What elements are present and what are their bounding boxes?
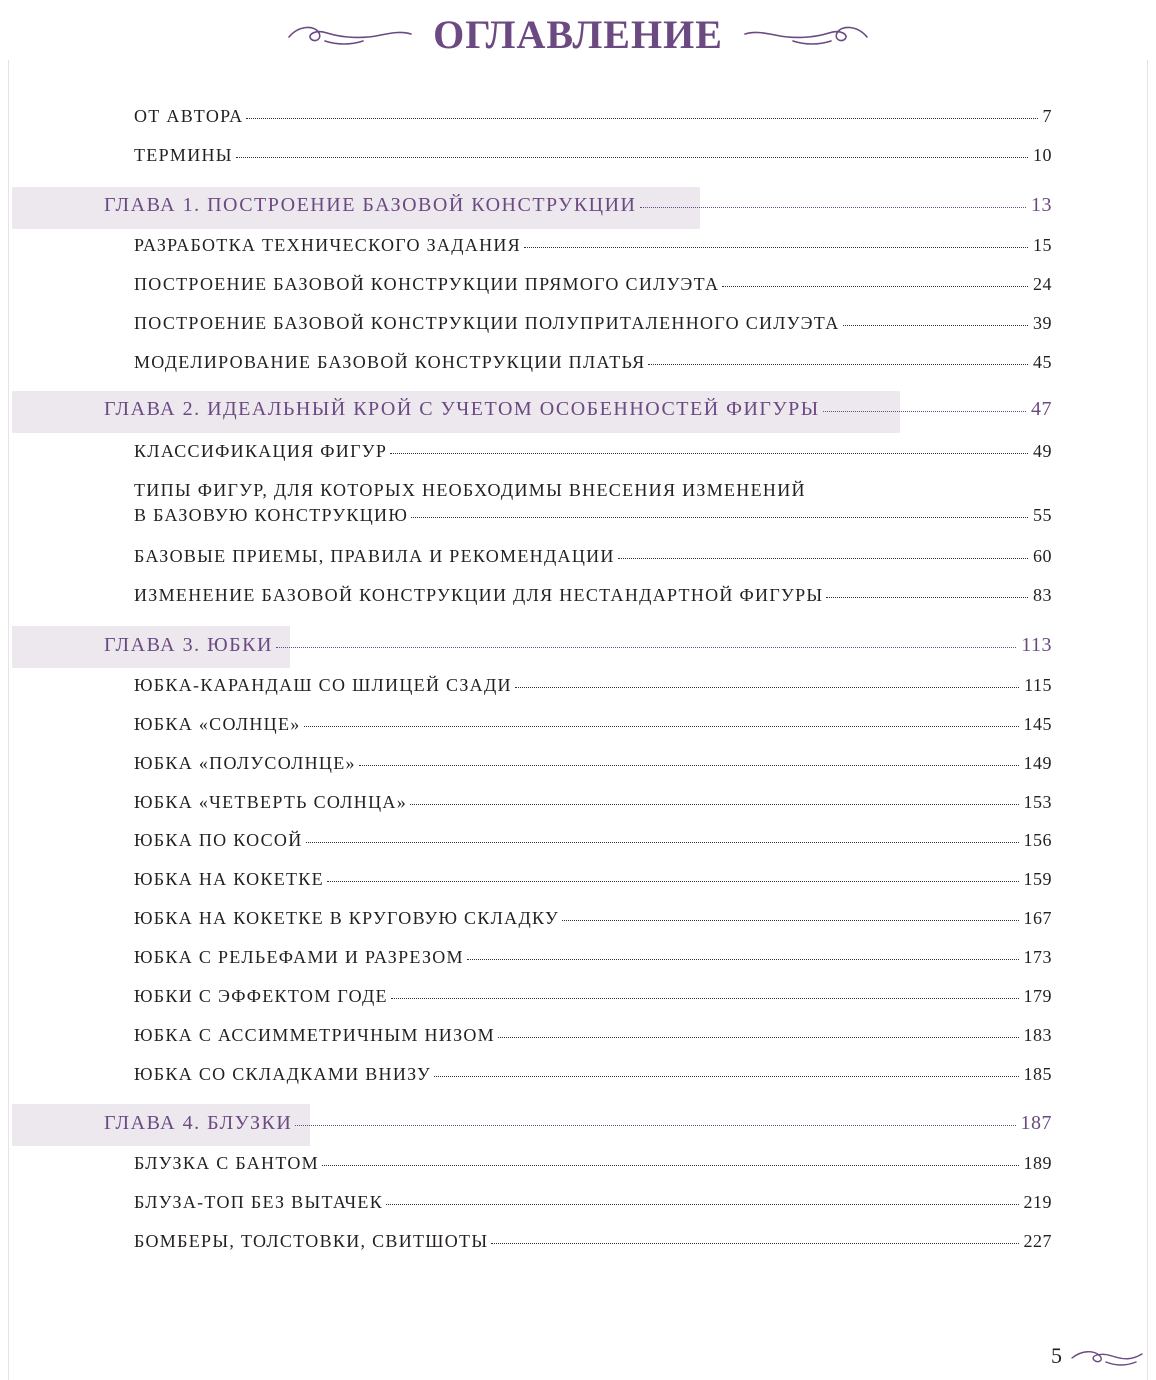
toc-chapter-title: ГЛАВА 1. ПОСТРОЕНИЕ БАЗОВОЙ КОНСТРУКЦИИ [104,194,637,216]
toc-entry[interactable] [134,1064,1052,1085]
toc-entry-title: ЮБКА «СОЛНЦЕ» [134,714,301,734]
toc-entry-page: 183 [1023,1025,1052,1045]
toc-entry[interactable] [134,753,1052,774]
page-number: 5 [1051,1343,1062,1368]
toc-entry-title: ЮБКА С РЕЛЬЕФАМИ И РАЗРЕЗОМ [134,947,464,967]
dot-leader [491,1243,1018,1244]
toc-entry[interactable] [134,986,1052,1007]
dot-leader [410,804,1018,805]
dot-leader [498,1037,1019,1038]
dot-leader [843,325,1029,326]
toc-entry[interactable] [134,869,1052,890]
dot-leader [322,1165,1019,1166]
toc-entry[interactable] [134,235,1052,256]
dot-leader [640,207,1026,208]
toc-entry-title-line2: В БАЗОВУЮ КОНСТРУКЦИЮ [134,505,409,525]
toc-entry[interactable] [134,274,1052,295]
toc-chapter-title: ГЛАВА 3. ЮБКИ [104,634,273,656]
dot-leader [391,998,1019,999]
toc-entry[interactable] [134,1025,1052,1046]
dot-leader [515,687,1019,688]
toc-entry-page: 115 [1024,675,1052,695]
toc-entry[interactable] [134,313,1052,334]
toc-chapter-title: ГЛАВА 2. ИДЕАЛЬНЫЙ КРОЙ С УЧЕТОМ ОСОБЕННОСТЕЙ ФИГУРЫ [104,398,820,420]
toc-entry[interactable] [134,947,1052,968]
page-edge-right [1147,60,1148,1380]
toc-entry[interactable] [134,1192,1052,1213]
toc-entry-page: 49 [1033,441,1052,461]
toc-entry-page: 24 [1033,274,1052,294]
toc-entry-page: 55 [1033,505,1052,525]
toc-entry[interactable] [134,792,1052,813]
toc-entry-title: ЮБКА С АССИММЕТРИЧНЫМ НИЗОМ [134,1025,495,1045]
toc-entry-page: 227 [1023,1231,1052,1251]
toc-entry[interactable] [134,830,1052,851]
toc-entry-page: 167 [1023,908,1052,928]
toc-entry-title: РАЗРАБОТКА ТЕХНИЧЕСКОГО ЗАДАНИЯ [134,235,521,255]
toc-entry[interactable] [134,441,1052,462]
dot-leader [467,959,1019,960]
toc-entry[interactable] [134,1153,1052,1174]
dot-leader [246,118,1037,119]
toc-entry[interactable] [134,675,1052,696]
toc-entry-title: ПОСТРОЕНИЕ БАЗОВОЙ КОНСТРУКЦИИ ПОЛУПРИТАЛЕННОГО СИЛУЭТА [134,313,840,333]
toc-entry-title-line1: ТИПЫ ФИГУР, ДЛЯ КОТОРЫХ НЕОБХОДИМЫ ВНЕСЕНИЯ ИЗМЕНЕНИЙ [134,480,806,500]
toc-chapter-entry[interactable] [104,1112,1052,1135]
toc-chapter-page: 187 [1020,1112,1052,1134]
toc-entry-title: ЮБКА «ПОЛУСОЛНЦЕ» [134,753,356,773]
dot-leader [722,286,1028,287]
dot-leader [236,157,1028,158]
toc-entry[interactable] [134,546,1052,567]
toc-entry-title: ПОСТРОЕНИЕ БАЗОВОЙ КОНСТРУКЦИИ ПРЯМОГО СИЛУЭТА [134,274,720,294]
toc-entry-multiline[interactable] [134,480,1052,526]
toc-chapter-entry[interactable] [104,194,1052,217]
toc-entry-title: ЮБКИ С ЭФФЕКТОМ ГОДЕ [134,986,388,1006]
toc-entry-page: 149 [1023,753,1052,773]
toc-chapter-entry[interactable] [104,634,1052,657]
toc-entry-page: 153 [1023,792,1052,812]
toc-entry[interactable] [134,145,1052,166]
toc-entry-page: 60 [1033,546,1052,566]
toc-entry-page: 7 [1042,106,1052,126]
toc-entry-page: 145 [1023,714,1052,734]
toc-entry[interactable] [134,1231,1052,1252]
page-title: ОГЛАВЛЕНИЕ [433,11,723,57]
toc-entry-page: 189 [1023,1153,1052,1173]
toc-entry-title: ЮБКА НА КОКЕТКЕ В КРУГОВУЮ СКЛАДКУ [134,908,560,928]
dot-leader [434,1076,1018,1077]
dot-leader [648,364,1028,365]
toc-entry-title: БЛУЗКА С БАНТОМ [134,1153,319,1173]
toc-entry-title: ИЗМЕНЕНИЕ БАЗОВОЙ КОНСТРУКЦИИ ДЛЯ НЕСТАНДАРТНОЙ ФИГУРЫ [134,585,824,605]
page-edge-left [8,60,9,1380]
toc-entry[interactable] [134,106,1052,127]
dot-leader [562,920,1018,921]
toc-chapter-page: 113 [1021,634,1052,656]
toc-entry-title: БЛУЗА-ТОП БЕЗ ВЫТАЧЕК [134,1192,384,1212]
toc-entry[interactable] [134,352,1052,373]
dot-leader [411,517,1028,518]
toc-entry-title: БАЗОВЫЕ ПРИЕМЫ, ПРАВИЛА И РЕКОМЕНДАЦИИ [134,546,615,566]
dot-leader [826,597,1028,598]
dot-leader [390,453,1028,454]
toc-chapter-page: 47 [1031,398,1052,420]
toc-entry-title: БОМБЕРЫ, ТОЛСТОВКИ, СВИТШОТЫ [134,1231,489,1251]
toc-entry-line2 [134,505,1052,526]
flourish-right-icon [741,19,871,49]
dot-leader [306,842,1019,843]
toc-entry-title: КЛАССИФИКАЦИЯ ФИГУР [134,441,388,461]
toc-entry-title: МОДЕЛИРОВАНИЕ БАЗОВОЙ КОНСТРУКЦИИ ПЛАТЬЯ [134,352,646,372]
dot-leader [386,1204,1018,1205]
toc-entry[interactable] [134,585,1052,606]
toc-entry-page: 45 [1033,352,1052,372]
dot-leader [524,247,1028,248]
flourish-left-icon [285,19,415,49]
dot-leader [823,411,1026,412]
toc-chapter-title: ГЛАВА 4. БЛУЗКИ [104,1112,293,1134]
toc-entry-page: 159 [1023,869,1052,889]
toc-entry-title: ЮБКА СО СКЛАДКАМИ ВНИЗУ [134,1064,432,1084]
toc-entry-page: 10 [1033,145,1052,165]
toc-entry-title: ЮБКА НА КОКЕТКЕ [134,869,324,889]
flourish-footer-icon [1070,1344,1144,1368]
toc-entry-title: ТЕРМИНЫ [134,145,233,165]
dot-leader [276,647,1016,648]
toc-entry-page: 39 [1033,313,1052,333]
toc-entry-title: ОТ АВТОРА [134,106,244,126]
toc-entry[interactable] [134,714,1052,735]
toc-entry-title: ЮБКА ПО КОСОЙ [134,830,303,850]
toc-entry-page: 219 [1023,1192,1052,1212]
dot-leader [295,1125,1015,1126]
toc-entry-title: ЮБКА «ЧЕТВЕРТЬ СОЛНЦА» [134,792,408,812]
toc-entry-page: 156 [1023,830,1052,850]
toc-entry-page: 179 [1023,986,1052,1006]
dot-leader [618,558,1028,559]
toc-entry-title: ЮБКА-КАРАНДАШ СО ШЛИЦЕЙ СЗАДИ [134,675,512,695]
toc-entry-page: 83 [1033,585,1052,605]
toc-chapter-entry[interactable] [104,398,1052,421]
toc-chapter-page: 13 [1031,194,1052,216]
toc-entry-page: 185 [1023,1064,1052,1084]
dot-leader [327,881,1019,882]
toc-entry-page: 15 [1033,235,1052,255]
page-footer [1051,1343,1144,1369]
toc-entry[interactable] [134,908,1052,929]
dot-leader [359,765,1019,766]
title-block [0,6,1156,62]
toc-entry-page: 173 [1023,947,1052,967]
dot-leader [304,726,1019,727]
